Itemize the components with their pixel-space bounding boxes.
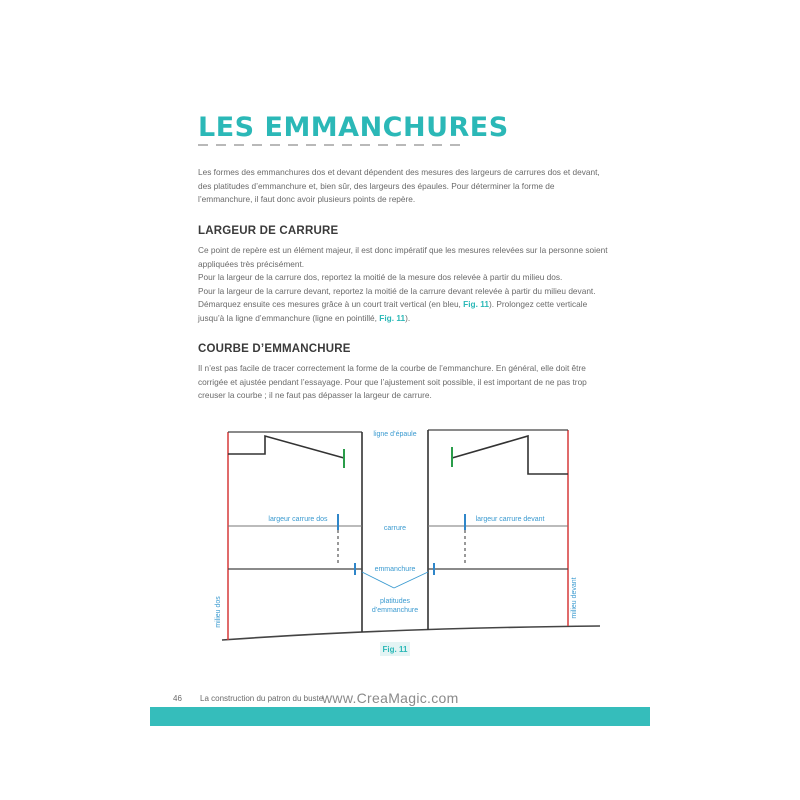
carrure-p3-part-a: Pour la largeur de la carrure devant, reportez la moitié de la carrure devant relevée à partir du milieu devant. Démarquez ensuite ces mesures grâce à un court trait vertical (en bleu, [198, 285, 596, 309]
watermark: www.CreaMagic.com [322, 690, 459, 706]
intro-text: Les formes des emmanchures dos et devant dépendent des mesures des largeurs de carrures dos et devant, des platitudes d’emmanchure et, bien sûr, des largeurs des épaules. Pour déterminer la forme de l’emmanchure, il faut donc avoir plusieurs points de repère. [198, 167, 600, 204]
page-number: 46 [173, 694, 182, 703]
label-platitudes-line1: platitudes [380, 598, 410, 605]
label-emmanchure: emmanchure [374, 566, 416, 573]
figure-caption: Fig. 11 [382, 645, 408, 654]
hem-line [222, 626, 600, 640]
carrure-paragraph-2: Pour la largeur de la carrure dos, reportez la moitié de la mesure dos relevée à partir du milieu dos. [198, 272, 563, 282]
page-title: LES EMMANCHURES [198, 112, 509, 143]
section-heading-emmanchure: COURBE D’EMMANCHURE [198, 343, 351, 355]
platitudes-arrow-left [362, 572, 394, 588]
label-carrure-devant: largeur carrure devant [475, 516, 545, 523]
carrure-paragraph-1: Ce point de repère est un élément majeur, il est donc impératif que les mesures relevées sur la personne soient appliquées très précisément. [198, 245, 608, 269]
running-title: La construction du patron du buste [200, 694, 324, 703]
carrure-p3-part-b: ). Prolongez cette verticale jusqu’à la ligne d’emmanchure (ligne en pointillé, [198, 299, 588, 323]
right-neck-shoulder [452, 436, 568, 474]
footer-accent-bar [150, 707, 650, 726]
left-neck-shoulder [228, 436, 344, 458]
label-carrure-dos: largeur carrure dos [268, 516, 328, 523]
figure-reference-link: Fig. 11 [379, 312, 406, 323]
label-ligne-epaule: ligne d’épaule [373, 431, 417, 438]
figure-reference-link: Fig. 11 [463, 299, 489, 309]
emmanchure-paragraph: Il n’est pas facile de tracer correctement la forme de la courbe de l’emmanchure. En général, elle doit être corrigée et ajustée pendant l’essayage. Pour que l’ajustement soit possible, il est important de ne pas trop creuser la courbe ; il ne faut pas dépasser la largeur de carrure. [198, 363, 587, 400]
label-platitudes-line2: d’emmanchure [371, 607, 419, 614]
label-milieu-dos: milieu dos [215, 596, 222, 628]
label-milieu-devant: milieu devant [571, 577, 578, 619]
carrure-p3-part-c: ). [405, 312, 411, 323]
section-heading-carrure: LARGEUR DE CARRURE [198, 225, 339, 237]
platitudes-arrow-right [394, 572, 428, 588]
label-carrure: carrure [383, 525, 407, 532]
